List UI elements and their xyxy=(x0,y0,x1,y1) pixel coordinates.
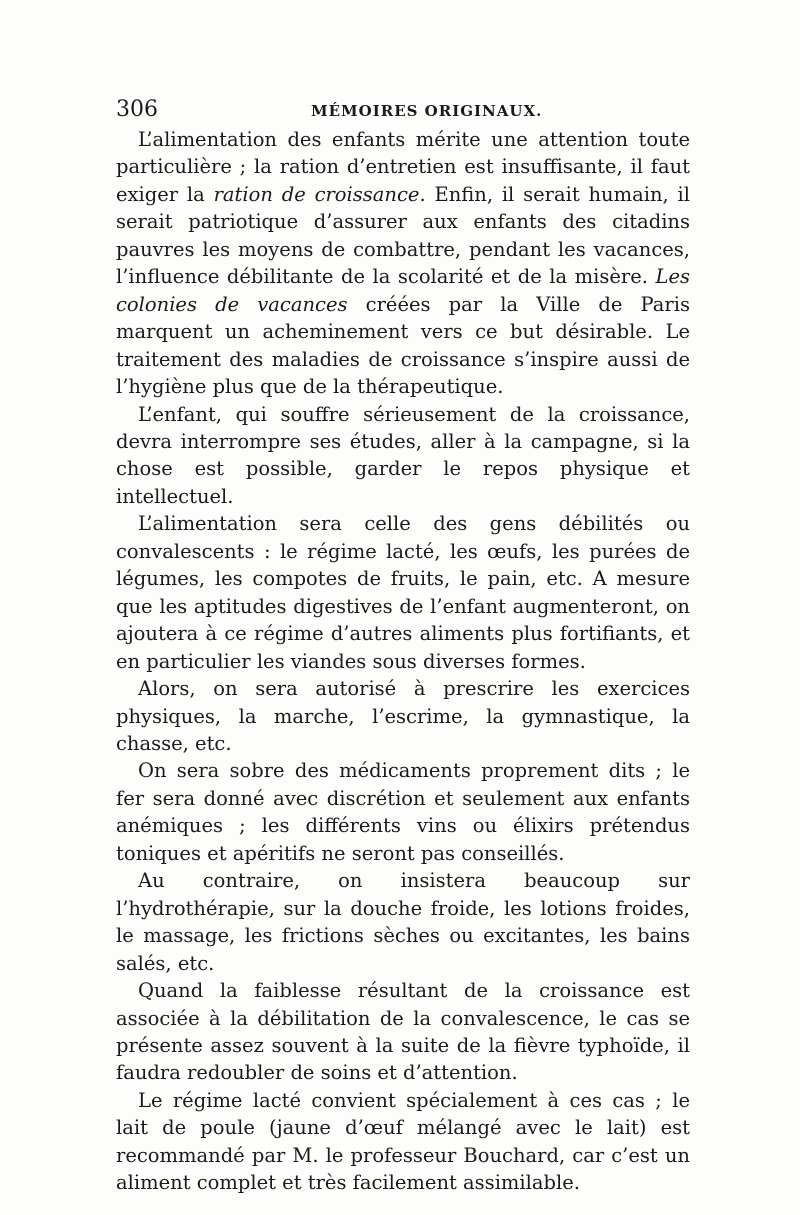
paragraph-hydrotherapie: Au contraire, on insistera beaucoup sur l’hydrothérapie, sur la douche froide, les lotions froides, le massage, les frictions sèches ou excitantes, les bains salés, etc. xyxy=(116,869,690,975)
paragraph-text: . Enfin, il serait humain, il serait patriotique d’assurer aux enfants des citadins pauvres les moyens de combattre, pendant les vacances, l’influence débilitante de la scolarité et de la misère. xyxy=(116,182,690,289)
paragraph-text: L’alimentation des enfants mérite une attention toute particulière ; la ration d’entretien est insuffisante, il faut exiger la xyxy=(116,128,690,206)
paragraph-exercices-physiques: Alors, on sera autorisé à prescrire les exercices physiques, la marche, l’escrime, la gymnastique, la chasse, etc. xyxy=(116,677,690,755)
paragraph-regime-lacte: Le régime lacté convient spécialement à ces cas ; le lait de poule (jaune d’œuf mélangé avec le lait) est recommandé par M. le professeur Bouchard, car c’est un aliment complet et très facilement assimilable. xyxy=(116,1088,690,1195)
running-title: MÉMOIRES ORIGINAUX. xyxy=(311,102,543,120)
paragraph-enfant-croissance: L’enfant, qui souffre sérieusement de la croissance, devra interrompre ses études, aller à la campagne, si la chose est possible, garder le repos physique et intellectuel. xyxy=(116,402,690,508)
paragraph-medicaments: On sera sobre des médicaments proprement dits ; le fer sera donné avec discrétion et seulement aux enfants anémiques ; les différents vins ou élixirs prétendus toniques et apéritifs ne seront pas conseillés. xyxy=(116,759,690,865)
italic-term: ration de croissance xyxy=(213,182,420,206)
paragraph-convalescence: Quand la faiblesse résultant de la croissance est associée à la débilitation de la convalescence, le cas se présente assez souvent à la suite de la fièvre typhoïde, il faudra redoubler de soins et d’attention. xyxy=(116,979,690,1085)
paragraph-text: créées par la Ville de Paris marquent un acheminement vers ce but désirable. Le traitement des maladies de croissance s’inspire aussi de l’hygiène plus que de la thérapeutique. xyxy=(116,292,690,399)
body-text xyxy=(116,126,690,1197)
paragraph-alimentation-enfants xyxy=(116,126,690,401)
page-number: 306 xyxy=(116,97,158,122)
italic-term: Les colonies de vacances xyxy=(116,265,690,316)
paragraph-alimentation-debilites: L’alimentation sera celle des gens débilités ou convalescents : le régime lacté, les œufs, les purées de légumes, les compotes de fruits, le pain, etc. A mesure que les aptitudes digestives de l’enfant augmenteront, on ajoutera à ce régime d’autres aliments plus fortifiants, et en particulier les viandes sous diverses formes. xyxy=(116,512,690,673)
running-head xyxy=(116,98,690,122)
